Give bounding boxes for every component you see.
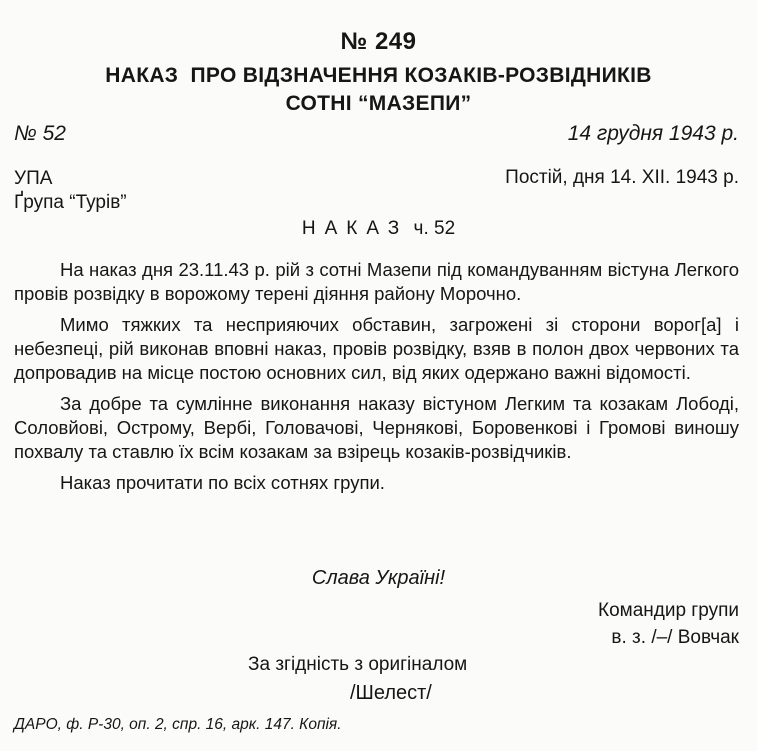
organization-name: УПА (14, 168, 53, 189)
signature-block (598, 597, 739, 651)
paragraph: На наказ дня 23.11.43 р. рій з сотні Мазепи під командуванням вістуна Легкого провів розвідку в ворожому терені діяння району Морочно. (14, 259, 739, 304)
organization-block (14, 167, 127, 215)
certification-text: За згідність з оригіналом (248, 654, 468, 675)
signer-name: в. з. /–/ Вовчак (611, 627, 739, 648)
order-number: № 52 (14, 122, 66, 145)
paragraph: Мимо тяжких та несприяючих обставин, загрожені зі сторони ворог[а] і небезпеці, рій виконав вповні наказ, провів розвідку, взяв в полон двох червоних та допровадив на місце постою основних сил, від яких одержано важні відомості. (14, 314, 739, 383)
title-line-2: СОТНІ “МАЗЕПИ” (285, 92, 472, 115)
certifier-name: /Шелест/ (350, 682, 432, 704)
order-heading-number: ч. 52 (413, 218, 456, 239)
signer-title: Командир групи (598, 600, 739, 621)
order-heading-word: НАКАЗ (301, 218, 409, 239)
paragraph: За добре та сумлінне виконання наказу вістуном Легким та козакам Лободі, Соловйові, Острому, Вербі, Головачові, Чернякові, Боровенкові і Громові виношу похвалу та ставлю їх всім козакам за взірець козаків-розвідчиків. (14, 393, 739, 462)
group-name: Ґрупа “Турів” (14, 192, 127, 213)
document-title (0, 62, 757, 118)
document-number: № 249 (340, 28, 417, 55)
title-line-1: НАКАЗ ПРО ВІДЗНАЧЕННЯ КОЗАКІВ-РОЗВІДНИКІВ (105, 64, 652, 87)
certification-block (0, 651, 757, 707)
order-body (14, 258, 739, 502)
place-and-date: Постій, дня 14. XII. 1943 р. (505, 167, 739, 188)
order-heading (0, 218, 757, 240)
closing-salute: Слава Україні! (311, 567, 446, 589)
paragraph: Наказ прочитати по всіх сотнях групи. (60, 472, 385, 493)
archive-source: ДАРО, ф. Р-30, оп. 2, спр. 16, арк. 147. Копія. (14, 716, 342, 733)
order-date: 14 грудня 1943 р. (567, 122, 739, 145)
